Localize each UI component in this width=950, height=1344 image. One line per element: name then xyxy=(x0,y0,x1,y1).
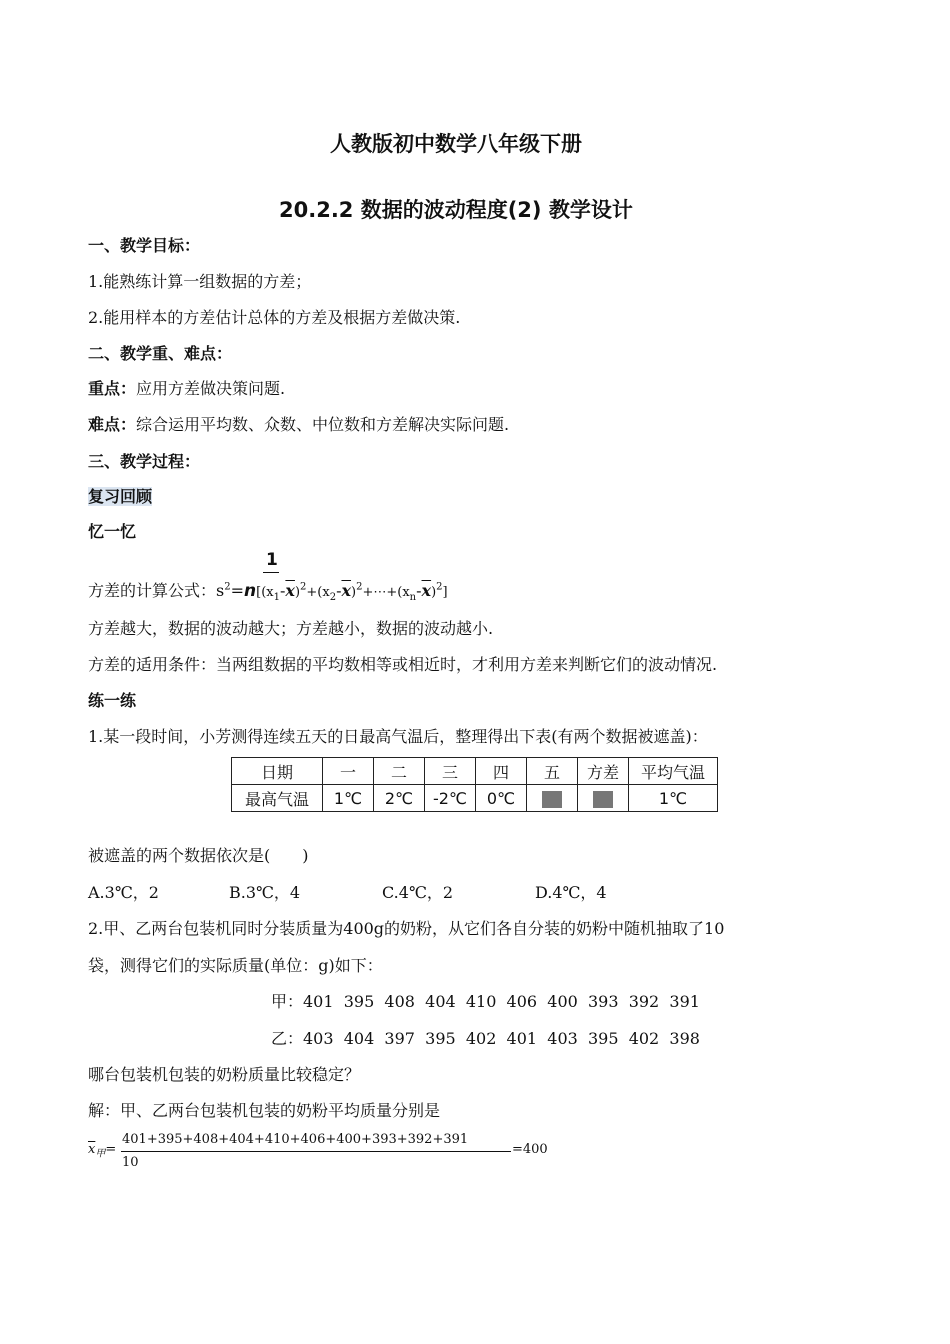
formula-denominator: n xyxy=(244,581,257,601)
table-cell: 2℃ xyxy=(374,785,425,812)
formula-mean-n: $\overline{x}$ xyxy=(421,581,432,600)
table-cell: 1℃ xyxy=(629,785,718,812)
formula-equals: = xyxy=(230,581,245,600)
doc-subtitle: 20.2.2 数据的波动程度(2) 教学设计 xyxy=(279,198,633,222)
formula-termn-open: +⋯+(x xyxy=(362,585,410,600)
table-header-cell: 平均气温 xyxy=(629,758,718,785)
mean-subscript: 甲 xyxy=(95,1148,106,1160)
mask-block xyxy=(593,791,613,808)
table-header-cell: 四 xyxy=(476,758,527,785)
formula-square-2: 2 xyxy=(356,581,363,593)
formula-square: 2 xyxy=(224,581,231,593)
formula-close-2: ) xyxy=(351,585,357,600)
formula-index-1: 1 xyxy=(273,592,280,604)
review-label: 复习回顾 xyxy=(88,487,153,506)
option-d: D.4℃，4 xyxy=(535,883,607,902)
formula-close-n: ) xyxy=(431,585,437,600)
formula-index-n: n xyxy=(409,592,417,604)
variance-formula xyxy=(88,578,448,603)
goal-1: 1.能熟练计算一组数据的方差； xyxy=(88,272,312,291)
doc-title: 人教版初中数学八年级下册 xyxy=(330,132,582,156)
table-header-cell: 三 xyxy=(425,758,476,785)
table-cell: -2℃ xyxy=(425,785,476,812)
option-c: C.4℃，2 xyxy=(382,883,454,902)
temperature-table xyxy=(231,757,718,812)
process-heading: 三、教学过程： xyxy=(88,452,201,471)
table-header-cell: 日期 xyxy=(232,758,323,785)
question-1-ask: 被遮盖的两个数据依次是( ) xyxy=(88,846,309,865)
formula-mean-1: $\overline{x}$ xyxy=(285,581,295,600)
table-cell: 0℃ xyxy=(476,785,527,812)
formula-minus-n: - xyxy=(416,581,422,600)
formula-end: ] xyxy=(442,585,448,600)
goal-2: 2.能用样本的方差估计总体的方差及根据方差做决策. xyxy=(88,308,461,327)
question-1: 1.某一段时间，小芳测得连续五天的日最高气温后，整理得出下表(有两个数据被遮盖)： xyxy=(88,727,708,746)
option-b: B.3℃，4 xyxy=(229,883,301,902)
data-jia: 甲：401 395 408 404 410 406 400 393 392 391 xyxy=(271,992,700,1011)
table-row-label: 最高气温 xyxy=(232,785,323,812)
formula-fraction-bar xyxy=(263,572,279,573)
key-point xyxy=(88,376,285,399)
table-header-cell: 一 xyxy=(323,758,374,785)
mean-equals: = xyxy=(105,1142,117,1157)
mean-result: =400 xyxy=(512,1142,548,1157)
difficult-label: 难点： xyxy=(88,415,137,434)
formula-minus-1: - xyxy=(279,581,286,600)
formula-s: s xyxy=(216,581,225,600)
solution-intro: 解：甲、乙两台包装机包装的奶粉平均质量分别是 xyxy=(88,1101,441,1120)
practice-heading: 练一练 xyxy=(88,691,137,710)
goals-heading: 一、教学目标： xyxy=(88,236,201,255)
key-label: 重点： xyxy=(88,379,137,398)
mean-symbol xyxy=(88,1142,116,1160)
data-yi: 乙：403 404 397 395 402 401 403 395 402 398 xyxy=(271,1029,700,1048)
table-header-row xyxy=(232,758,718,785)
note-line-2: 方差的适用条件：当两组数据的平均数相等或相近时，才利用方差来判断它们的波动情况. xyxy=(88,655,718,674)
difficult-text: 综合运用平均数、众数、中位数和方差解决实际问题. xyxy=(136,415,510,434)
recall-heading: 忆一忆 xyxy=(88,522,137,541)
table-header-cell: 五 xyxy=(527,758,578,785)
table-cell-masked xyxy=(578,785,629,812)
formula-index-2: 2 xyxy=(329,592,337,604)
keys-heading: 二、教学重、难点： xyxy=(88,344,233,363)
mean-fraction-bar xyxy=(121,1151,511,1152)
formula-minus-2: - xyxy=(336,581,342,600)
question-2-line-1: 2.甲、乙两台包装机同时分装质量为400g的奶粉，从它们各自分装的奶粉中随机抽取了10 xyxy=(88,919,725,938)
table-cell: 1℃ xyxy=(323,785,374,812)
table-header-cell: 方差 xyxy=(578,758,629,785)
key-text: 应用方差做决策问题. xyxy=(136,379,286,398)
formula-square-n: 2 xyxy=(436,581,443,593)
option-a: A.3℃，2 xyxy=(88,883,159,902)
note-line-1: 方差越大，数据的波动越大；方差越小，数据的波动越小. xyxy=(88,619,494,638)
formula-square-1: 2 xyxy=(300,581,307,593)
mask-block xyxy=(542,791,562,808)
question-2-line-2: 袋，测得它们的实际质量(单位：g)如下： xyxy=(88,956,383,975)
formula-numerator: 1 xyxy=(266,550,278,570)
mean-denominator: 10 xyxy=(122,1155,139,1170)
formula-mean-2: $\overline{x}$ xyxy=(341,581,352,600)
review-heading xyxy=(88,484,152,507)
table-row xyxy=(232,785,718,812)
formula-close-1: ) xyxy=(294,585,301,600)
mean-x: $\overline{x}$ xyxy=(88,1142,96,1157)
question-2-ask: 哪台包装机包装的奶粉质量比较稳定？ xyxy=(88,1065,361,1084)
table-cell-masked xyxy=(527,785,578,812)
formula-term1-open: [(x xyxy=(256,585,274,600)
formula-label: 方差的计算公式： xyxy=(88,581,217,600)
mean-numerator: 401+395+408+404+410+406+400+393+392+391 xyxy=(122,1132,469,1147)
formula-term2-open: +(x xyxy=(306,585,330,600)
table-header-cell: 二 xyxy=(374,758,425,785)
difficult-point xyxy=(88,412,509,435)
